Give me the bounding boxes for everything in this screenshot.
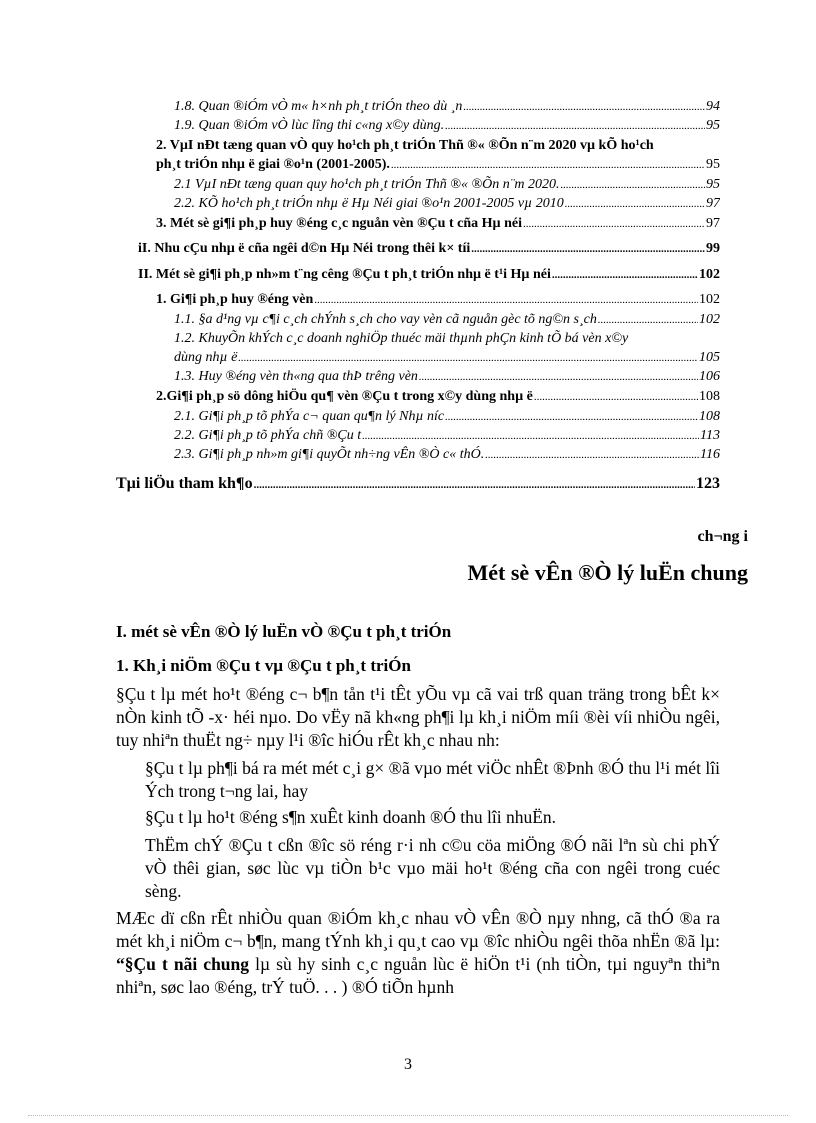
toc-entry-continuation[interactable]: ph¸t triÓn nhµ ë giai ®o¹n (2001-2005). ..... 95 <box>156 156 720 174</box>
section-heading: I. mét sè vÊn ®Ò lý luËn vÒ ®Çu t ph¸t triÓn <box>116 622 452 641</box>
toc-entry[interactable]: 1.1. §a d¹ng vµ c¶i c¸ch chÝnh s¸ch cho vay vèn cã nguån gèc tõ ng©n s¸ch ..... 102 <box>174 311 720 329</box>
toc-entry-references[interactable]: Tµi liÖu tham kh¶o ..... 123 <box>116 474 720 495</box>
toc-entry-continuation[interactable]: dùng nhµ ë ..... 105 <box>174 349 720 367</box>
definition-term: “§Çu t nãi chung <box>116 954 250 974</box>
subsection-heading: 1. Kh¸i niÖm ®Çu t vµ ®Çu t ph¸t triÓn <box>116 656 411 675</box>
toc-entry[interactable]: 2.2. KÕ ho¹ch ph¸t triÓn nhµ ë Hµ Néi giai ®o¹n 2001-2005 vµ 2010 ..... 97 <box>174 195 720 213</box>
paragraph-2: §Çu t lµ ph¶i bá ra mét mét c¸i g× ®ã vµo mét viÖc nhÊt ®Þnh ®Ó thu l¹i mét lîi Ých trong t¬ng lai, hay <box>145 758 720 801</box>
paragraph-4: ThËm chÝ ®Çu t cßn ®îc sö réng r·i nh c©u cöa miÖng ®Ó nãi lªn sù chi phÝ vÒ thêi gian, søc lùc vµ tiÒn b¹c vµo mäi ho¹t ®éng cña con ngêi trong cuéc sèng. <box>145 835 720 901</box>
toc-entry[interactable]: 2.1. Gi¶i ph¸p tõ phÝa c¬ quan qu¶n lý Nhµ níc ..... 108 <box>174 408 720 426</box>
toc-entry[interactable]: 1.8. Quan ®iÓm vÒ m« h×nh ph¸t triÓn theo dù ¸n ..... 94 <box>174 98 720 116</box>
paragraph-1: §Çu t lµ mét ho¹t ®éng c¬ b¶n tån t¹i tÊt yÕu vµ cã vai trß quan träng trong bÊt k× nÒn kinh tÕ -x· héi nµo. Do vËy nã kh«ng ph¶i lµ kh¸i niÖm míi ®èi víi nhiÒu ngêi, tuy nhiªn thuËt ng÷ nµy l¹i ®îc hiÓu rÊt kh¸c nhau nh: <box>116 684 720 750</box>
toc-entry[interactable]: 3. Mét sè gi¶i ph¸p huy ®éng c¸c nguån vèn ®Çu t cña Hµ néi ..... 97 <box>156 215 720 233</box>
toc-entry[interactable]: II. Mét sè gi¶i ph¸p nh»m t¨ng cêng ®Çu t ph¸t triÓn nhµ ë t¹i Hµ néi ..... 102 <box>138 266 720 284</box>
toc-entry[interactable]: iI. Nhu cÇu nhµ ë cña ngêi d©n Hµ Néi trong thêi k× tíi ..... 99 <box>138 240 720 258</box>
chapter-title: Mét sè vÊn ®Ò lý luËn chung <box>467 560 748 585</box>
toc-entry[interactable]: 1. Gi¶i ph¸p huy ®éng vèn ..... 102 <box>156 291 720 309</box>
toc-entry[interactable]: 1.3. Huy ®éng vèn th«ng qua thÞ trêng vèn ..... 106 <box>174 368 720 386</box>
page-bottom-divider <box>28 1115 788 1116</box>
toc-entry[interactable]: 2.Gi¶i ph¸p sö dông hiÖu qu¶ vèn ®Çu t trong x©y dùng nhµ ë ..... 108 <box>156 388 720 406</box>
toc-entry[interactable]: 1.9. Quan ®iÓm vÒ lùc lîng thi c«ng x©y dùng. ..... 95 <box>174 117 720 135</box>
page-number: 3 <box>404 1056 412 1073</box>
toc-entry[interactable]: 1.2. KhuyÕn khÝch c¸c doanh nghiÖp thuéc mäi thµnh phÇn kinh tÕ bá vèn x©y <box>174 331 629 346</box>
paragraph-3: §Çu t lµ ho¹t ®éng s¶n xuÊt kinh doanh ®Ó thu lîi nhuËn. <box>145 807 557 827</box>
toc-entry[interactable]: 2. VµI nÐt tæng quan vÒ quy ho¹ch ph¸t triÓn Thñ ®« ®Õn n¨m 2020 vµ kÕ ho¹ch <box>156 138 654 153</box>
chapter-label: ch¬ng i <box>697 528 748 545</box>
toc-entry[interactable]: 2.1 VµI nÐt tæng quan quy ho¹ch ph¸t triÓn Thñ ®« ®Õn n¨m 2020. ..... 95 <box>174 176 720 194</box>
toc-entry[interactable]: 2.3. Gi¶i ph¸p nh»m gi¶i quyÕt nh÷ng vÊn ®Ò c« thÓ. ..... 116 <box>174 446 720 464</box>
toc-entry[interactable]: 2.2. Gi¶i ph¸p tõ phÝa chñ ®Çu t ..... 113 <box>174 427 720 445</box>
paragraph-5: MÆc dï cßn rÊt nhiÒu quan ®iÓm kh¸c nhau vÒ vÊn ®Ò nµy nhng, cã thÓ ®a ra mét kh¸i niÖm c¬ b¶n, mang tÝnh kh¸i qu¸t cao vµ ®îc nhiÒu ngêi thõa nhËn ®ã lµ: “§Çu t nãi chung lµ sù hy sinh c¸c nguån lùc ë hiÖn t¹i (nh tiÒn, tµi nguyªn thiªn nhiªn, søc lao ®éng, trÝ tuÖ. . . ) ®Ó tiÕn hµnh <box>116 908 720 997</box>
